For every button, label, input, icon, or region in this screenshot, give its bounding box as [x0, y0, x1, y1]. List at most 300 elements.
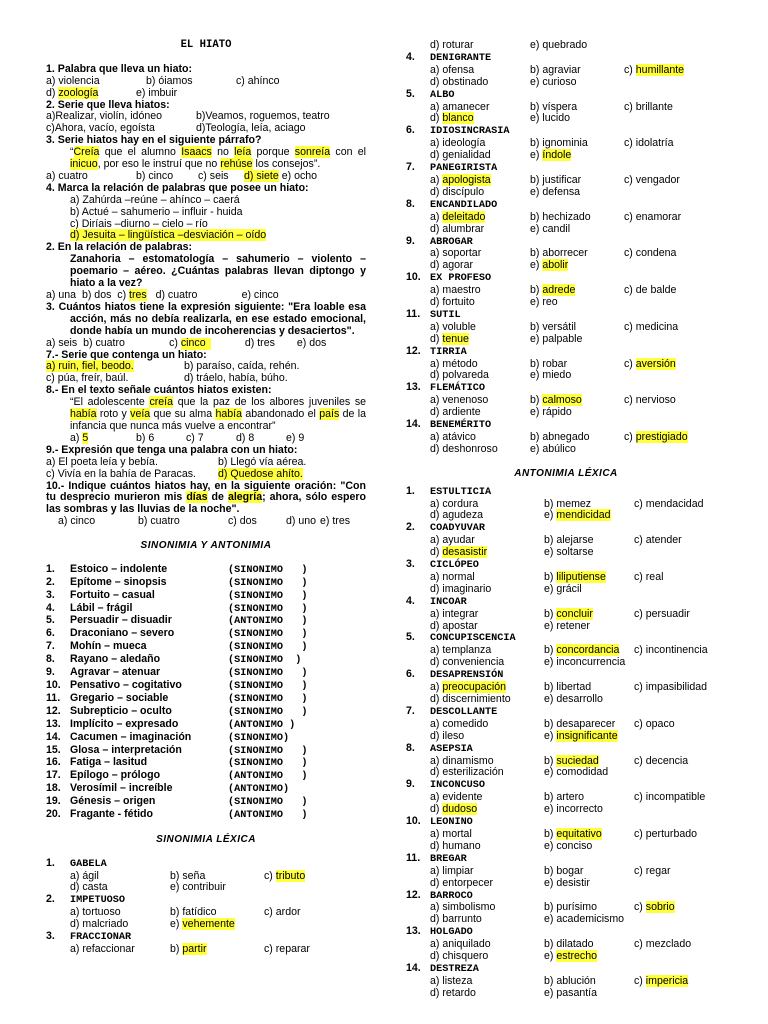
lex-option-row [406, 224, 726, 236]
lex-option-row [406, 370, 726, 382]
option: b) víspera [530, 100, 578, 113]
option: a) aniquilado [430, 938, 491, 951]
option: c) medicina [624, 320, 679, 333]
option: c) humillante [624, 63, 685, 76]
lex-option-row [406, 878, 726, 890]
lex-item-word: TIRRIA [430, 346, 467, 358]
lex-item-number: 7. [406, 161, 415, 174]
option: e) soltarse [544, 546, 594, 559]
sinant-row [46, 809, 366, 822]
sinant-row [46, 590, 366, 603]
lex-item-number: 9. [406, 234, 415, 247]
option: d) imaginario [430, 582, 492, 595]
lex-item-word: FRACCIONAR [70, 932, 132, 944]
question-7: 7.- Serie que contenga un hiato: a) ruin, fiel, beodo. b) paraíso, caída, rehén. c) púa, freír, baúl. d) tráelo, había, búho. [46, 350, 366, 386]
lex-option-row [406, 719, 726, 731]
lex-option-row [406, 584, 726, 596]
option: a) apologista [430, 173, 491, 186]
sinant-answer: (ANTONIMO ) [228, 616, 308, 628]
option: c) vengador [624, 173, 680, 186]
option: e) insignificante [544, 729, 618, 742]
q2-opt-d: d)Teología, leía, aciago [196, 122, 306, 135]
q3-opt-a: a) cuatro [46, 169, 88, 182]
option: a) ágil [70, 869, 99, 882]
lex-option-row [406, 609, 726, 621]
lex-option-row [46, 919, 366, 931]
sinant-pair: Agravar – atenuar [70, 666, 161, 679]
q5-words: Zanahoria – estomatología – sahumerio – violento – poemario – aéreo. ¿Cuántas palabras llevan diptongo y hiato a la vez? [70, 253, 366, 290]
option: a) ayudar [430, 534, 475, 547]
option: e) quebrado [530, 39, 588, 51]
q1-opt-d: d) zoología [46, 86, 99, 99]
option: b) desaparecer [544, 717, 616, 730]
antonimia-lexica-list [406, 486, 726, 1000]
answer-highlight: aversión [635, 357, 676, 370]
lex-item-number: 3. [46, 930, 55, 943]
lex-item-word: ALBO [430, 89, 455, 101]
answer-highlight: índole [542, 149, 572, 162]
sinant-pair: Estoico – indolente [70, 562, 168, 575]
option: b) robar [530, 357, 568, 370]
sinant-answer: (SINONIMO ) [228, 797, 308, 809]
sinant-answer: (SINONIMO ) [228, 655, 302, 667]
q4-text: 4. Marca la relación de palabras que posee un hiato: [46, 181, 309, 194]
option: e) estrecho [544, 950, 598, 963]
sinant-number: 4. [46, 601, 55, 614]
option: a) limpiar [430, 864, 474, 877]
option: a) evidente [430, 791, 483, 804]
lex-item-head [46, 858, 366, 871]
sinant-pair: Fatiga – lasitud [70, 756, 148, 769]
sinant-number: 12. [46, 704, 61, 717]
answer-highlight: partir [182, 942, 207, 955]
lex-item-number: 8. [406, 197, 415, 210]
sinant-pair: Subrepticio – oculto [70, 704, 172, 717]
lex-item-head [406, 706, 726, 719]
option: d) malcriado [70, 918, 129, 931]
lex-option-row [406, 40, 726, 52]
option: a) comedido [430, 717, 489, 730]
sinant-row [46, 577, 366, 590]
sinonimia-lexica-title: SINONIMIA LÉXICA [156, 833, 256, 845]
sinant-pair: Draconiano – severo [70, 627, 175, 640]
sinant-number: 6. [46, 627, 55, 640]
option: c) aversión [624, 357, 676, 370]
option: e) palpable [530, 332, 583, 345]
sinant-answer: (SINONIMO) [228, 732, 290, 744]
lex-option-row [406, 804, 726, 816]
answer-highlight: vehemente [182, 918, 235, 931]
lex-option-row [406, 841, 726, 853]
sinant-number: 15. [46, 743, 61, 756]
q7-text: 7.- Serie que contenga un hiato: [46, 348, 207, 361]
option: a) ideología [430, 137, 486, 150]
sinonimia-lexica-list [46, 858, 366, 956]
lex-item-number: 1. [406, 484, 415, 497]
lex-option-row [406, 976, 726, 988]
sinant-pair: Cacumen – imaginación [70, 730, 192, 743]
answer-highlight: desasistir [442, 546, 488, 559]
right-column [406, 40, 726, 1000]
lex-item-number: 5. [406, 631, 415, 644]
option: b) agraviar [530, 63, 581, 76]
lex-item-number: 12. [406, 888, 421, 901]
lex-item-number: 9. [406, 778, 415, 791]
q9-text: 9.- Expresión que tenga una palabra con un hiato: [46, 443, 298, 456]
option: a) ofensa [430, 63, 475, 76]
antonimia-lexica-title: ANTONIMIA LÉXICA [514, 467, 618, 479]
q3-opt-e: e) ocho [281, 169, 318, 182]
option: d) conveniencia [430, 656, 505, 669]
lex-item-number: 6. [406, 124, 415, 137]
question-8: 8.- En el texto señale cuántos hiatos existen: “El adolescente creía que la paz de los albores juveniles se había roto y veía que su alma había abandonado el país de la infancia que nunca más vuelve a encontrar” a) 5 b) 6 c) 7 d) 8 e) 9 [46, 384, 367, 444]
q4-opt-a: a) Zahúrda –reúne – ahínco – caerá [70, 193, 240, 206]
answer-highlight: tenue [442, 332, 469, 345]
q2-opt-c: c)Ahora, vacío, egoísta [46, 122, 155, 135]
lex-option-row [406, 510, 726, 522]
option: e) miedo [530, 369, 572, 382]
sinant-answer: (SINONIMO ) [228, 603, 308, 615]
sinant-number: 2. [46, 575, 55, 588]
option: a) preocupación [430, 681, 506, 694]
lex-option-row [406, 77, 726, 89]
option: c) ardor [264, 906, 301, 919]
lex-item-word: HOLGADO [430, 927, 473, 939]
option: e) inconcurrencia [544, 656, 626, 669]
answer-highlight: suciedad [556, 754, 599, 767]
q2-opt-a: a)Realizar, violín, idóneo [46, 110, 163, 123]
answer-highlight: apologista [442, 173, 491, 186]
option: d) polvareda [430, 369, 489, 382]
option: b) hechizado [530, 210, 591, 223]
option: c) persuadir [634, 607, 690, 620]
option: a) venenoso [430, 394, 489, 407]
sinant-row [46, 693, 366, 706]
lex-item-word: DESAPRENSIÓN [430, 670, 504, 682]
lex-item-number: 13. [406, 925, 421, 938]
sinant-number: 17. [46, 769, 61, 782]
option: a) refaccionar [70, 942, 135, 955]
lex-item-word: ASEPSIA [430, 743, 473, 755]
option: e) índole [530, 149, 572, 162]
q3-text: 3. Serie hiatos hay en el siguiente párrafo? [46, 134, 262, 147]
option: a) deleitado [430, 210, 486, 223]
option: b) concordancia [544, 644, 620, 657]
lex-item-head [406, 309, 726, 322]
option: d) esterilización [430, 766, 504, 779]
sinant-pair: Fragante - fétido [70, 808, 153, 821]
sinant-row [46, 564, 366, 577]
sinant-answer: (ANTONIMO ) [228, 810, 308, 822]
lex-item-word: ENCANDILADO [430, 199, 498, 211]
option: d) dudoso [430, 803, 478, 816]
continued-options [406, 40, 726, 52]
sinant-answer: (SINONIMO ) [228, 680, 308, 692]
sinant-pair: Rayano – aledaño [70, 653, 161, 666]
option: e) vehemente [170, 918, 235, 931]
option: b) alejarse [544, 534, 594, 547]
sinant-answer: (SINONIMO ) [228, 577, 308, 589]
question-5: 2. En la relación de palabras: Zanahoria – estomatología – sahumerio – violento – poemario – aéreo. ¿Cuántas palabras llevan diptongo y hiato a la vez? a) una b) dos c) tres d) cuatro e) cinco [46, 241, 366, 302]
option: c) incompatible [634, 791, 706, 804]
sinant-number: 20. [46, 808, 61, 821]
sinant-number: 9. [46, 666, 55, 679]
option: d) entorpecer [430, 876, 494, 889]
lex-item-number: 11. [406, 307, 421, 320]
sinant-answer: (SINONIMO ) [228, 564, 308, 576]
sinant-answer: (ANTONIMO ) [228, 719, 296, 731]
option: a) amanecer [430, 100, 490, 113]
option: a) atávico [430, 431, 476, 443]
option: d) retardo [430, 986, 476, 999]
lex-item-word: LEONINO [430, 817, 473, 829]
lex-option-row [406, 187, 726, 199]
option: d) ileso [430, 729, 465, 742]
question-9: 9.- Expresión que tenga una palabra con un hiato: a) El poeta leía y bebía. b) Llegó vía aérea. c) Vivía en la bahía de Paracas. d) Quedose ahíto. [46, 445, 366, 481]
lex-item-head [406, 346, 726, 359]
lex-item-number: 13. [406, 381, 421, 394]
lex-item-word: CICLÓPEO [430, 560, 479, 572]
lex-option-row [406, 407, 726, 419]
option: b) seña [170, 869, 206, 882]
option: d) chisquero [430, 950, 489, 963]
lex-item-number: 14. [406, 961, 421, 974]
q8-text: 8.- En el texto señale cuántos hiatos existen: [46, 384, 272, 397]
option: e) lucido [530, 112, 571, 125]
sinant-pair: Verosímil – increíble [70, 782, 173, 795]
option: b) versátil [530, 320, 576, 333]
question-3 [46, 135, 366, 183]
option: e) pasantía [544, 986, 598, 999]
option: e) retener [544, 619, 590, 632]
answer-highlight: impericia [645, 974, 689, 987]
sinant-answer: (ANTONIMO ) [228, 771, 308, 783]
hiato-title: EL HIATO [180, 39, 232, 51]
option: c) enamorar [624, 210, 682, 223]
option: d) discípulo [430, 185, 485, 198]
option: e) conciso [544, 839, 593, 852]
option: d) alumbrar [430, 222, 485, 235]
option: b) purísimo [544, 901, 597, 914]
option: e) abúlico [530, 442, 576, 455]
lex-item-number: 3. [406, 558, 415, 571]
lex-option-row [406, 657, 726, 669]
sinant-pair: Glosa – interpretación [70, 743, 182, 756]
lex-item-word: ESTULTICIA [430, 486, 492, 498]
sinant-answer: (SINONIMO ) [228, 642, 308, 654]
answer-highlight: calmoso [542, 394, 582, 407]
option: e) grácil [544, 582, 582, 595]
q2-opt-b: b)Veamos, roguemos, teatro [196, 110, 330, 123]
sinant-answer: (SINONIMO ) [228, 745, 308, 757]
option: d) casta [70, 881, 108, 894]
lex-option-row [406, 914, 726, 926]
lex-option-row [406, 150, 726, 162]
q2-text: 2. Serie que lleva hiatos: [46, 98, 170, 111]
option: c) regar [634, 864, 671, 877]
option: a) normal [430, 570, 475, 583]
option: d) humano [430, 839, 481, 852]
option: a) mortal [430, 827, 472, 840]
option: a) tortuoso [70, 906, 121, 919]
option: a) método [430, 357, 478, 370]
lex-option-row [406, 322, 726, 334]
lex-item-number: 11. [406, 851, 421, 864]
lex-item-number: 8. [406, 741, 415, 754]
option: c) nervioso [624, 394, 676, 407]
q8-answer: 5 [82, 431, 89, 444]
option: e) mendicidad [544, 509, 611, 522]
sinant-pair: Génesis – origen [70, 795, 156, 808]
lex-item-number: 10. [406, 271, 421, 284]
sinant-number: 8. [46, 653, 55, 666]
q6-text: 3. Cuántos hiatos tiene la expresión siguiente: "Era loable esa acción, más no debía realizarla, en ese estado emocional, donde había un mundo de incoherencias y desaciertos". [46, 300, 366, 337]
option: b) adrede [530, 284, 576, 297]
lex-option-row [406, 731, 726, 743]
option: a) maestro [430, 284, 481, 297]
lex-item-word: BREGAR [430, 853, 467, 865]
q4-opt-b: b) Actué – sahumerio – influir - huida [70, 205, 243, 218]
option: d) deshonroso [430, 442, 498, 455]
lex-item-number: 7. [406, 704, 415, 717]
sinant-pair: Mohín – mueca [70, 640, 147, 653]
sinant-answer: (SINONIMO ) [228, 693, 308, 705]
option: b) ablución [544, 974, 596, 987]
option: a) simbolismo [430, 901, 496, 914]
option: e) academicismo [544, 913, 625, 926]
option: c) brillante [624, 100, 673, 113]
q10-text: 10.- Indique cuántos hiatos hay, en la siguiente oración: "Con tu desprecio murieron mis días de alegría; ahora, sólo espero las sombras y las lluvias de la noche". [46, 479, 366, 516]
option: d) blanco [430, 112, 474, 125]
lex-item-number: 1. [46, 856, 55, 869]
lex-item-head [406, 199, 726, 212]
lex-item-word: BENEMÉRITO [430, 420, 492, 432]
option: e) defensa [530, 185, 581, 198]
option: b) partir [170, 942, 207, 955]
option: c) mezclado [634, 938, 692, 951]
option: b) liliputiense [544, 570, 606, 583]
sinant-pair: Epílogo – prólogo [70, 769, 161, 782]
q1-opt-c: c) ahínco [236, 74, 280, 87]
answer-highlight: mendicidad [556, 509, 611, 522]
sinant-row [46, 719, 366, 732]
lex-item-head [406, 596, 726, 609]
option: c) perturbado [634, 827, 698, 840]
option: c) tributo [264, 869, 306, 882]
q4-opt-d: d) Jesuita – lingüística –desviación – oído [70, 229, 267, 242]
lex-item-number: 14. [406, 418, 421, 431]
q1-opt-b: b) óiamos [146, 74, 193, 87]
option: e) abolir [530, 259, 569, 272]
question-10: 10.- Indique cuántos hiatos hay, en la siguiente oración: "Con tu desprecio murieron mis días de alegría; ahora, sólo espero las sombras y las lluvias de la noche". a) cinco b) cuatro c) dos d) uno e) tres [46, 479, 366, 528]
answer-highlight: estrecho [556, 950, 598, 963]
lex-item-number: 2. [46, 893, 55, 906]
sinant-number: 3. [46, 588, 55, 601]
sinant-pair: Fortuito – casual [70, 588, 155, 601]
sinant-number: 19. [46, 795, 61, 808]
option: c) incontinencia [634, 644, 708, 657]
lex-item-head [406, 52, 726, 65]
option: d) genialidad [430, 149, 491, 162]
sinant-answer: (ANTONIMO) [228, 784, 290, 796]
lex-option-row [406, 260, 726, 272]
sinant-pair: Lábil – frágil [70, 601, 133, 614]
option: b) ignominia [530, 137, 588, 150]
answer-highlight: adrede [542, 284, 576, 297]
option: d) ardiente [430, 406, 481, 419]
sinant-answer: (SINONIMO ) [228, 706, 308, 718]
option: c) reparar [264, 942, 310, 955]
option: d) discernimiento [430, 693, 511, 706]
lex-item-word: ABROGAR [430, 236, 473, 248]
option: c) impericia [634, 974, 689, 987]
option: d) barrunto [430, 913, 482, 926]
option: c) impasibilidad [634, 681, 708, 694]
q3-opt-c: c) seis [198, 169, 229, 182]
sinant-answer: (SINONIMO ) [228, 758, 308, 770]
lex-item-word: INCOAR [430, 596, 467, 608]
option: b) justificar [530, 173, 582, 186]
sinant-number: 1. [46, 562, 55, 575]
option: a) dinamismo [430, 754, 494, 767]
option: d) obstinado [430, 75, 489, 88]
q8-paragraph: “El adolescente creía que la paz de los albores juveniles se había roto y veía que su alma había abandonado el país de la infancia que nunca más vuelve a encontrar” [70, 396, 367, 432]
option: c) de balde [624, 284, 677, 297]
lex-item-word: CONCUPISCENCIA [430, 633, 516, 645]
lex-item-word: EX PROFESO [430, 273, 492, 285]
lex-option-row [46, 882, 366, 894]
option: e) rápido [530, 406, 572, 419]
lex-option-row [406, 334, 726, 346]
lex-item-number: 10. [406, 815, 421, 828]
sinant-pair: Gregario – sociable [70, 691, 169, 704]
option: c) atender [634, 534, 682, 547]
answer-highlight: blanco [442, 112, 474, 125]
left-column [46, 40, 366, 956]
option: e) contribuir [170, 881, 226, 894]
lex-option-row [406, 65, 726, 77]
lex-item-number: 12. [406, 344, 421, 357]
question-1 [46, 64, 366, 100]
sinant-number: 16. [46, 756, 61, 769]
option: b) fatídico [170, 906, 217, 919]
lex-item-word: DESTREZA [430, 963, 479, 975]
sinant-number: 7. [46, 640, 55, 653]
lex-item-word: DESCOLLANTE [430, 706, 498, 718]
lex-item-number: 4. [406, 50, 415, 63]
option: a) listeza [430, 974, 473, 987]
option: d) desasistir [430, 546, 488, 559]
option: b) memez [544, 497, 592, 510]
q3-opt-b: b) cinco [136, 169, 174, 182]
lex-option-row [406, 113, 726, 125]
q3-opt-d: d) siete [244, 169, 279, 182]
option: d) agudeza [430, 509, 484, 522]
sinant-answer: (SINONIMO ) [228, 629, 308, 641]
sinant-row [46, 680, 366, 693]
answer-highlight: liliputiense [556, 570, 606, 583]
question-6: 3. Cuántos hiatos tiene la expresión siguiente: "Era loable esa acción, más no debía realizarla, en ese estado emocional, donde había un mundo de incoherencias y desaciertos". a) seis b) cuatro c) cinco d) tres e) dos [46, 300, 366, 349]
option: a) voluble [430, 320, 476, 333]
option: d) fortuito [430, 296, 475, 309]
answer-highlight: deleitado [442, 210, 486, 223]
option: b) aborrecer [530, 247, 588, 260]
sinant-pair: Implícito – expresado [70, 717, 179, 730]
option: e) comodidad [544, 766, 609, 779]
sinant-row [46, 706, 366, 719]
option: a) templanza [430, 644, 492, 657]
answer-highlight: prestigiado [635, 431, 688, 443]
